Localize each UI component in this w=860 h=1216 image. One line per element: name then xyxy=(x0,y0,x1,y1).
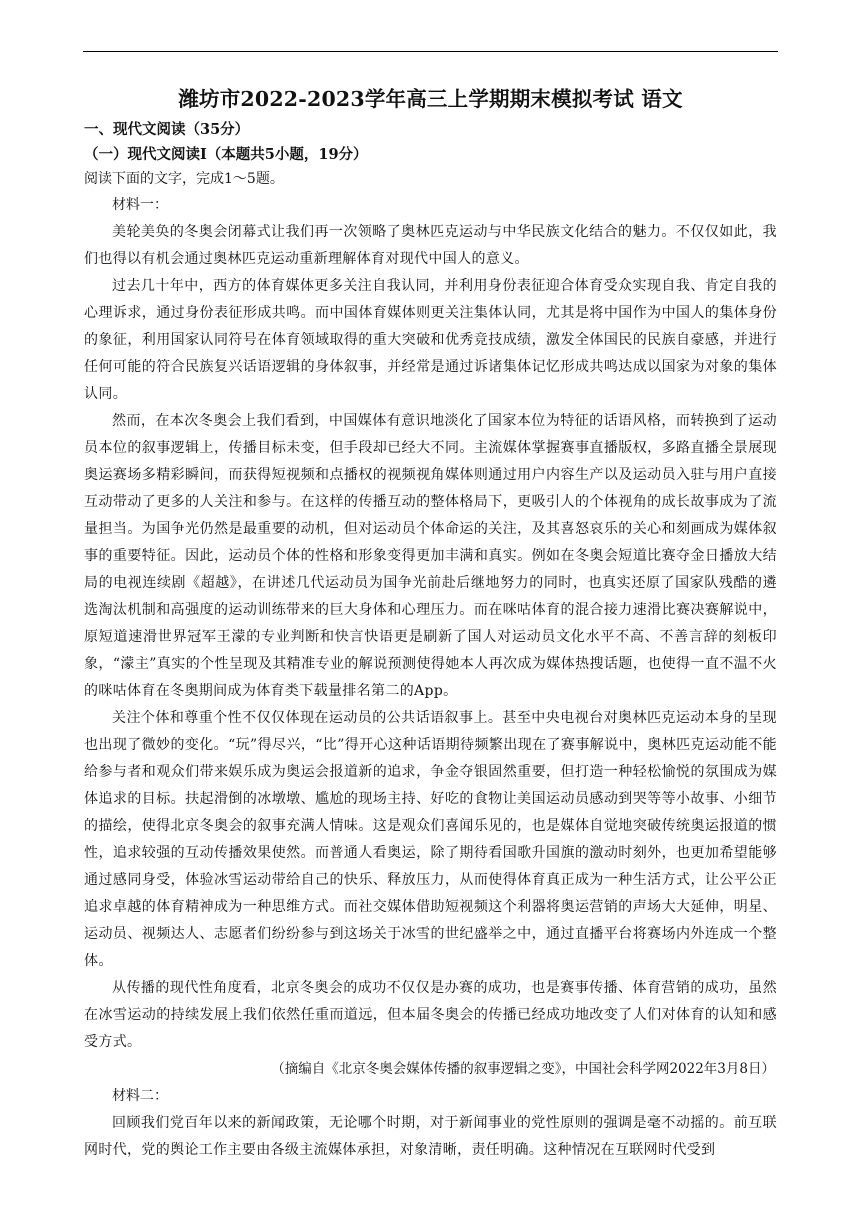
section-heading: 一、现代文阅读（35分） xyxy=(84,121,250,138)
document-title: 潍坊市2022-2023学年高三上学期期末模拟考试 语文 xyxy=(178,87,683,111)
document-body xyxy=(84,84,777,1164)
material-1-paragraph: 美轮美奂的冬奥会闭幕式让我们再一次领略了奥林匹克运动与中华民族文化结合的魅力。不仅仅如此，我们也得以有机会通过奥林匹克运动重新理解体育对现代中国人的意义。 xyxy=(84,224,777,267)
subsection-heading: （一）现代文阅读Ⅰ（本题共5小题，19分） xyxy=(84,146,368,163)
material-1-paragraph: 从传播的现代性角度看，北京冬奥会的成功不仅仅是办赛的成功，也是赛事传播、体育营销的成功，虽然在冰雪运动的持续发展上我们依然任重而道远，但本届冬奥会的传播已经成功地改变了人们对体育的认知和感受方式。 xyxy=(84,980,777,1050)
header-rule xyxy=(83,51,778,52)
material-1-paragraph: 然而，在本次冬奥会上我们看到，中国媒体有意识地淡化了国家本位为特征的话语风格，而转换到了运动员本位的叙事逻辑上，传播目标未变，但手段却已经大不同。主流媒体掌握赛事直播版权，多路直播全景展现奥运赛场多精彩瞬间，而获得短视频和点播权的视频视角媒体则通过用户内容生产以及运动员入驻与用户直接互动带动了更多的人关注和参与。在这样的传播互动的整体格局下，更吸引人的个体视角的成长故事成为了流量担当。为国争光仍然是最重要的动机，但对运动员个体命运的关注，及其喜怒哀乐的关心和刻画成为媒体叙事的重要特征。因此，运动员个体的性格和形象变得更加丰满和真实。例如在冬奥会短道比赛夺金日播放大结局的电视连续剧《超越》，在讲述几代运动员为国争光前赴后继地努力的同时，也真实还原了国家队残酷的遴选淘汰机制和高强度的运动训练带来的巨大身体和心理压力。而在咪咕体育的混合接力速滑比赛决赛解说中，原短道速滑世界冠军王濛的专业判断和快言快语更是刷新了国人对运动员文化水平不高、不善言辞的刻板印象，“濛主”真实的个性呈现及其精准专业的解说预测使得她本人再次成为媒体热搜话题，也使得一直不温不火的咪咕体育在冬奥期间成为体育类下载量排名第二的App。 xyxy=(84,413,777,699)
material-1-label: 材料一： xyxy=(112,197,168,213)
material-2-label: 材料二： xyxy=(112,1088,168,1104)
material-2-paragraph: 回顾我们党百年以来的新闻政策，无论哪个时期，对于新闻事业的党性原则的强调是毫不动摇的。前互联网时代，党的舆论工作主要由各级主流媒体承担，对象清晰，责任明确。这种情况在互联网时代受到 xyxy=(84,1115,777,1158)
material-1-paragraph: 过去几十年中，西方的体育媒体更多关注自我认同，并利用身份表征迎合体育受众实现自我、肯定自我的心理诉求，通过身份表征形成共鸣。而中国体育媒体则更关注集体认同，尤其是将中国作为中国人的集体身份的象征，利用国家认同符号在体育领域取得的重大突破和优秀竞技成绩，激发全体国民的民族自豪感，并进行任何可能的符合民族复兴话语逻辑的身体叙事，并经常是通过诉诸集体记忆形成共鸣达成以国家为对象的集体认同。 xyxy=(84,278,777,402)
reading-instruction: 阅读下面的文字，完成1～5题。 xyxy=(84,171,284,187)
material-1-source: （摘编自《北京冬奥会媒体传播的叙事逻辑之变》，中国社会科学网2022年3月8日） xyxy=(271,1061,775,1077)
material-1-paragraph: 关注个体和尊重个性不仅仅体现在运动员的公共话语叙事上。甚至中央电视台对奥林匹克运动本身的呈现也出现了微妙的变化。“玩”得尽兴，“比”得开心这种话语期待频繁出现在了赛事解说中，奥林匹克运动能不能给参与者和观众们带来娱乐成为奥运会报道新的追求，争金夺银固然重要，但打造一种轻松愉悦的氛围成为媒体追求的目标。扶起滑倒的冰墩墩、尴尬的现场主持、好吃的食物让美国运动员感动到哭等等小故事、小细节的描绘，使得北京冬奥会的叙事充满人情味。这是观众们喜闻乐见的，也是媒体自觉地突破传统奥运报道的惯性，追求较强的互动传播效果使然。而普通人看奥运，除了期待看国歌升国旗的激动时刻外，也更加希望能够通过感同身受，体验冰雪运动带给自己的快乐、释放压力，从而使得体育真正成为一种生活方式，让公平公正追求卓越的体育精神成为一种思维方式。而社交媒体借助短视频这个利器将奥运营销的声场大大延伸，明星、运动员、视频达人、志愿者们纷纷参与到这场关于冰雪的世纪盛举之中，通过直播平台将赛场内外连成一个整体。 xyxy=(84,710,777,969)
